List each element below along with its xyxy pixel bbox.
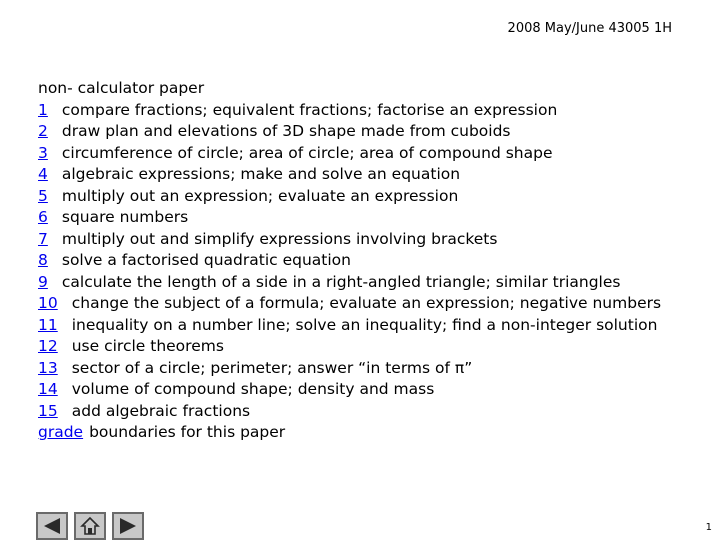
question-text-7: multiply out and simplify expressions involving brackets (61, 229, 498, 248)
list-item (38, 336, 683, 358)
question-text-6: square numbers (61, 208, 189, 226)
list-item (38, 379, 683, 401)
grade-boundaries-text: boundaries for this paper (89, 423, 286, 441)
list-item (38, 143, 683, 165)
question-link-11[interactable]: 11 (38, 315, 58, 334)
question-link-13[interactable]: 13 (38, 358, 58, 377)
list-item (38, 207, 683, 229)
list-item (38, 186, 683, 208)
triangle-right-icon (117, 516, 139, 536)
list-item (38, 229, 683, 251)
question-text-5: multiply out an expression; evaluate an expression (61, 186, 459, 205)
slide-navigation (36, 512, 144, 540)
question-text-14: volume of compound shape; density and mass (71, 380, 435, 398)
home-icon (79, 516, 101, 536)
grade-boundaries-line (38, 422, 683, 444)
question-link-14[interactable]: 14 (38, 380, 58, 398)
question-text-11: inequality on a number line; solve an inequality; find a non-integer solution (71, 315, 658, 334)
list-item (38, 358, 683, 380)
question-link-5[interactable]: 5 (38, 186, 48, 205)
next-slide-button[interactable] (112, 512, 144, 540)
question-link-1[interactable]: 1 (38, 100, 48, 119)
list-item (38, 293, 683, 315)
question-text-2: draw plan and elevations of 3D shape made from cuboids (61, 122, 511, 140)
question-text-12: use circle theorems (71, 337, 224, 355)
question-link-2[interactable]: 2 (38, 122, 48, 140)
previous-slide-button[interactable] (36, 512, 68, 540)
list-item (38, 401, 683, 423)
question-text-3: circumference of circle; area of circle; area of compound shape (61, 143, 553, 162)
list-item (38, 121, 683, 143)
question-text-13: sector of a circle; perimeter; answer “in terms of π” (71, 358, 473, 377)
question-text-10: change the subject of a formula; evaluate an expression; negative numbers (71, 294, 662, 312)
question-text-1: compare fractions; equivalent fractions; factorise an expression (61, 100, 558, 119)
question-link-10[interactable]: 10 (38, 294, 58, 312)
home-button[interactable] (74, 512, 106, 540)
intro-text: non- calculator paper (38, 79, 205, 97)
list-item (38, 272, 683, 294)
question-link-3[interactable]: 3 (38, 143, 48, 162)
list-item (38, 164, 683, 186)
question-link-9[interactable]: 9 (38, 272, 48, 291)
question-link-12[interactable]: 12 (38, 337, 58, 355)
question-link-7[interactable]: 7 (38, 229, 48, 248)
slide-header: 2008 May/June 43005 1H (507, 21, 672, 36)
list-item (38, 250, 683, 272)
page-number: 1 (705, 522, 712, 533)
triangle-left-icon (41, 516, 63, 536)
list-item (38, 315, 683, 337)
grade-link[interactable]: grade (38, 423, 84, 441)
question-link-4[interactable]: 4 (38, 165, 48, 183)
topic-list (38, 78, 683, 444)
question-link-15[interactable]: 15 (38, 401, 58, 420)
question-link-8[interactable]: 8 (38, 251, 48, 269)
question-text-15: add algebraic fractions (71, 401, 251, 420)
question-link-6[interactable]: 6 (38, 208, 48, 226)
list-item (38, 100, 683, 122)
question-text-4: algebraic expressions; make and solve an equation (61, 165, 461, 183)
question-text-9: calculate the length of a side in a right-angled triangle; similar triangles (61, 272, 621, 291)
question-text-8: solve a factorised quadratic equation (61, 251, 351, 269)
